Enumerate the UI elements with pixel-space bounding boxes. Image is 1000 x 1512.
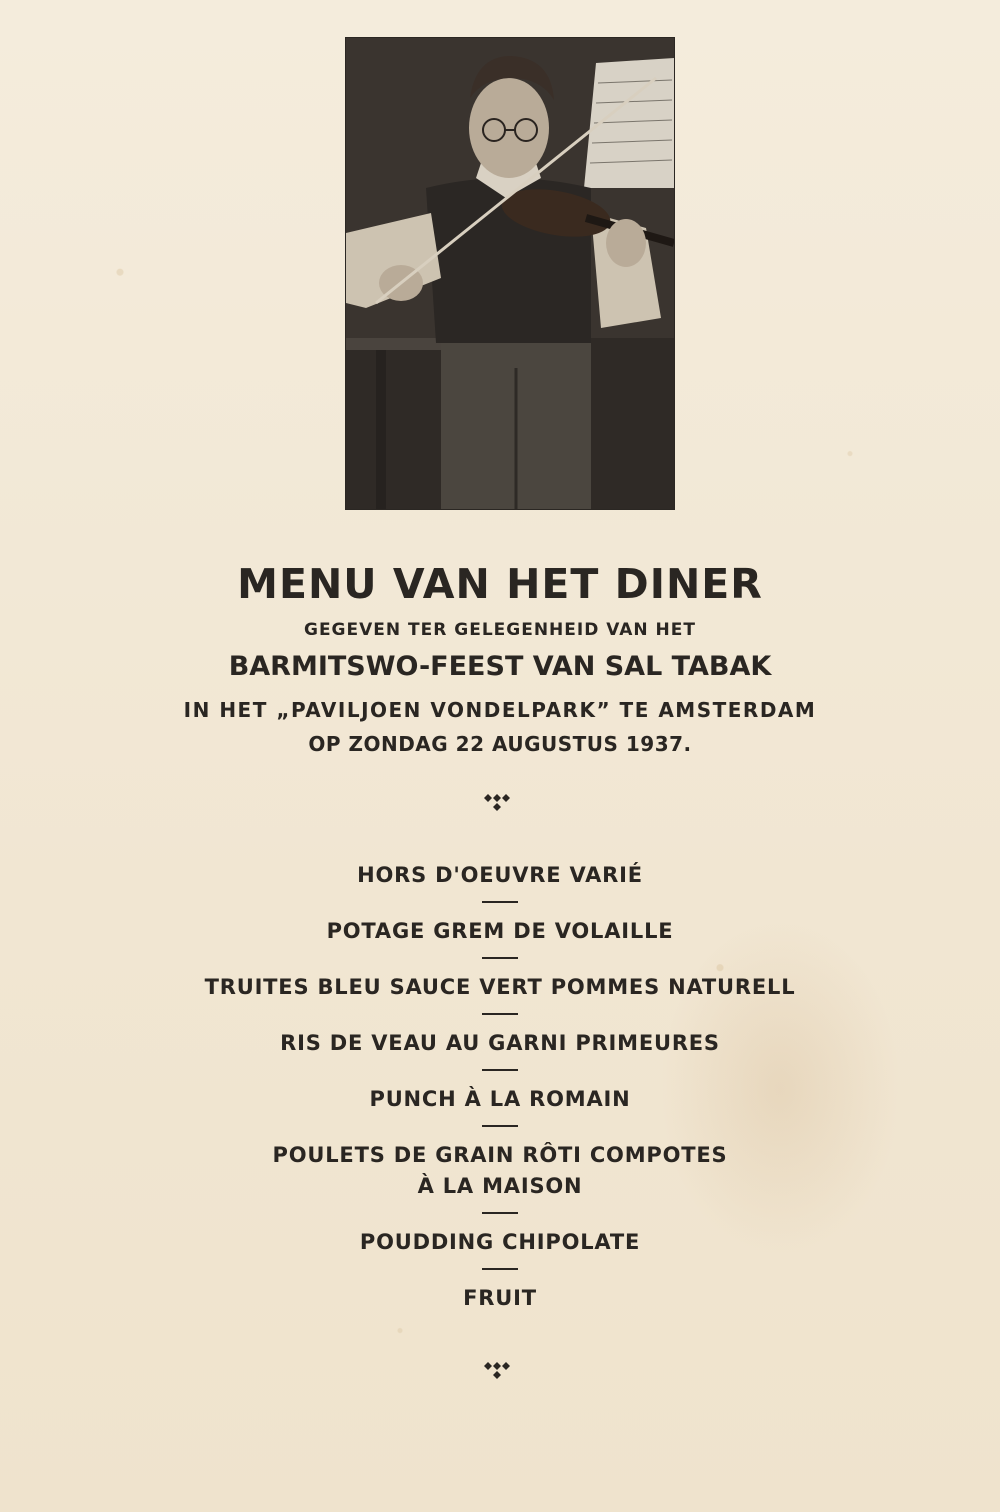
menu-item: POULETS DE GRAIN RÔTI COMPOTES (272, 1143, 728, 1167)
menu-title: MENU VAN HET DINER (237, 560, 763, 608)
menu-divider (482, 1212, 518, 1214)
menu-item: POUDDING CHIPOLATE (359, 1230, 641, 1254)
diamond-ornament-icon (480, 1358, 520, 1386)
menu-item: FRUIT (463, 1286, 537, 1310)
menu-list (0, 860, 1000, 1314)
menu-item: HORS D'OEUVRE VARIÉ (357, 863, 643, 887)
menu-divider (482, 1013, 518, 1015)
menu-divider (482, 1268, 518, 1270)
venue-line: IN HET „PAVILJOEN VONDELPARK” TE AMSTERDAM (183, 698, 817, 722)
portrait-photo (346, 38, 674, 509)
menu-divider (482, 1125, 518, 1127)
menu-item: RIS DE VEAU AU GARNI PRIMEURES (280, 1031, 720, 1055)
menu-item: POTAGE GREM DE VOLAILLE (326, 919, 674, 943)
menu-divider (482, 901, 518, 903)
menu-divider (482, 957, 518, 959)
event-name: BARMITSWO-FEEST VAN SAL TABAK (228, 651, 772, 682)
menu-divider (482, 1069, 518, 1071)
date-line: OP ZONDAG 22 AUGUSTUS 1937. (308, 732, 692, 756)
menu-item: TRUITES BLEU SAUCE VERT POMMES NATURELL (204, 975, 796, 999)
menu-item: PUNCH À LA ROMAIN (369, 1087, 631, 1111)
occasion-line: GEGEVEN TER GELEGENHEID VAN HET (303, 620, 696, 640)
menu-item-continuation: À LA MAISON (417, 1174, 583, 1198)
diamond-ornament-icon (480, 790, 520, 818)
violin-portrait-photo-icon (346, 38, 674, 509)
